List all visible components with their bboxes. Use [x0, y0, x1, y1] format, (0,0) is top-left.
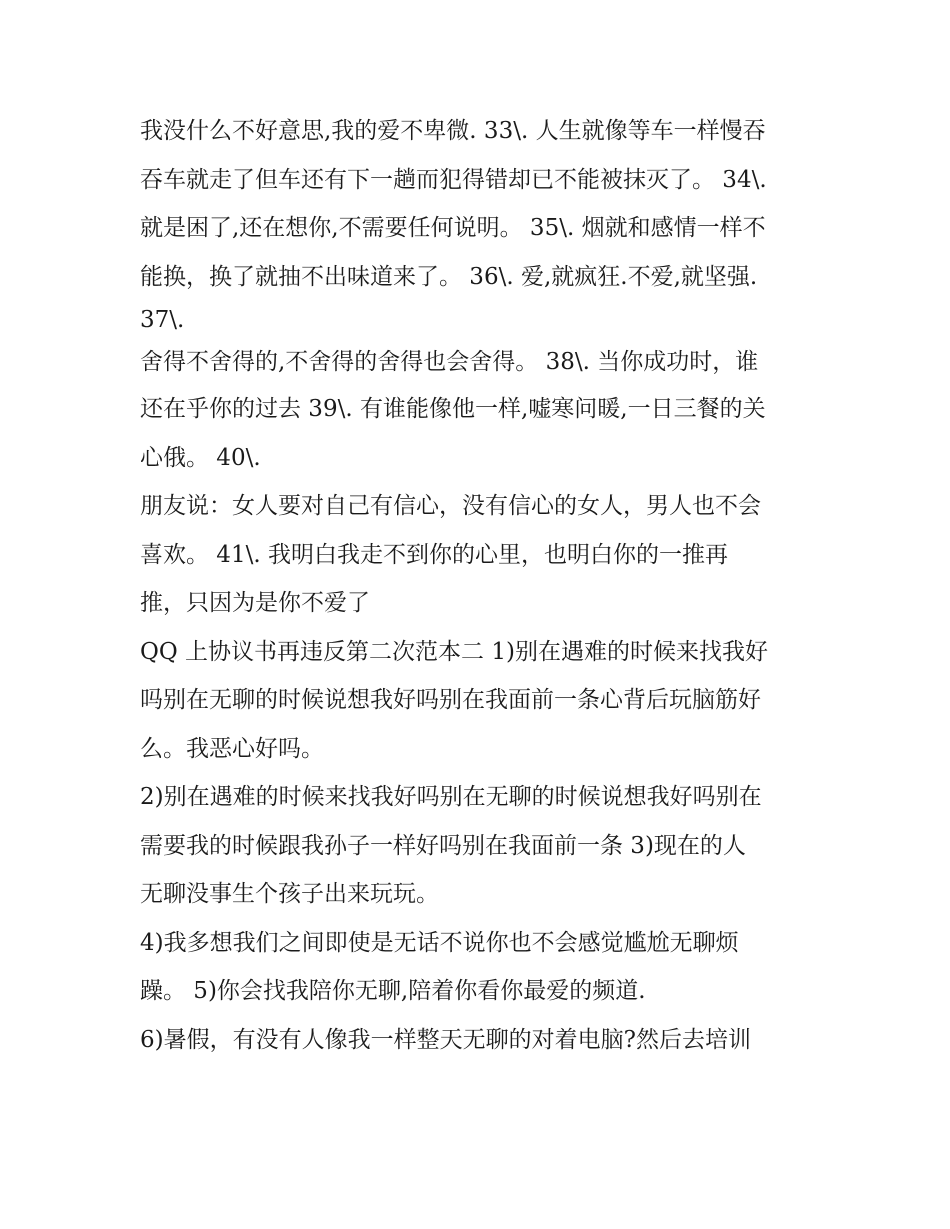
text-line: 2)别在遇难的时候来找我好吗别在无聊的时候说想我好吗别在: [140, 784, 762, 810]
text-line: 6)暑假，有没有人像我一样整天无聊的对着电脑?然后去培训: [140, 1026, 751, 1053]
text-line: 我没什么不好意思,我的爱不卑微. 33\. 人生就像等车一样慢吞: [140, 118, 766, 144]
text-line: 吞车就走了但车还有下一趟而犯得错却已不能被抹灭了。 34\.: [140, 166, 767, 193]
text-line: 心俄。 40\.: [140, 444, 261, 471]
text-line: 就是困了,还在想你,不需要任何说明。 35\. 烟就和感情一样不: [140, 215, 766, 241]
text-line: 还在乎你的过去 39\. 有谁能像他一样,嘘寒问暖,一日三餐的关: [140, 396, 766, 422]
text-line: 么。我恶心好吗。: [140, 735, 324, 762]
text-line: 舍得不舍得的,不舍得的舍得也会舍得。 38\. 当你成功时，谁: [140, 349, 759, 375]
text-line: 推，只因为是你不爱了: [140, 590, 370, 616]
text-line: 需要我的时候跟我孙子一样好吗别在我面前一条 3)现在的人: [140, 832, 746, 859]
text-line: 朋友说：女人要对自己有信心，没有信心的女人，男人也不会: [140, 493, 761, 519]
text-line: 吗别在无聊的时候说想我好吗别在我面前一条心背后玩脑筋好: [140, 687, 761, 713]
text-line: 37\.: [140, 307, 185, 333]
text-line: QQ 上协议书再违反第二次范本二 1)别在遇难的时候来找我好: [140, 638, 768, 665]
text-line: 喜欢。 41\. 我明白我走不到你的心里，也明白你的一推再: [140, 541, 728, 568]
text-line: 能换，换了就抽不出味道来了。 36\. 爱,就疯狂.不爱,就坚强.: [140, 263, 758, 290]
text-line: 4)我多想我们之间即使是无话不说你也不会感觉尴尬无聊烦: [140, 929, 739, 956]
text-line: 躁。 5)你会找我陪你无聊,陪着你看你最爱的频道.: [140, 978, 646, 1004]
document-body: [140, 107, 830, 1064]
text-line: 无聊没事生个孩子出来玩玩。: [140, 881, 439, 907]
